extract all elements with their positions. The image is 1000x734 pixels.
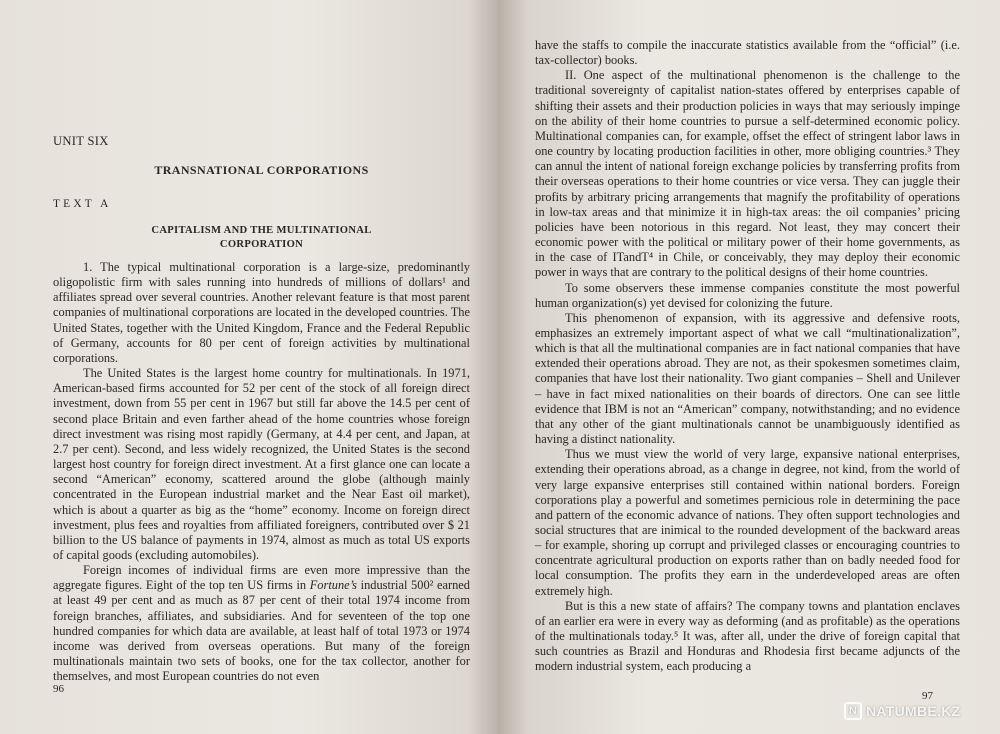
watermark: [844, 698, 990, 724]
paragraph-2: The United States is the largest home country for multinationals. In 1971, American-based firms accounted for 52 per cent of the stock of all foreign direct investment, down from 55 per cent in 1967 but still far above the 14.5 per cent of second place Britain and even farther ahead of the home countries whose foreign direct investment was rising most rapidly (Germany, at 4.4 per cent, and Japan, at 2.7 per cent). Second, and less widely recognized, the United States is the second largest host country for foreign direct investment. At a first glance one can locate a second “American” economy, scattered around the globe (although mainly concentrated in the European industrial market and the Near East oil market), which is about a quarter as big as the “home” economy. Income on foreign direct investment, plus fees and royalties from affiliated foreigners, contributed over $ 21 billion to the US balance of payments in 1974, almost as much as total US exports of capital goods (excluding automobiles).: [53, 366, 470, 562]
right-page: [498, 0, 1000, 734]
watermark-logo-icon: N: [844, 702, 862, 720]
paragraph-degree: Thus we must view the world of very large, expansive national enterprises, extending their operations abroad, as a change in degree, not kind, from the world of very large expansive enterprises still contained within national borders. Foreign corporations play a powerful and sometimes pernicious role in determining the pace and pattern of the economic advance of nations. They often support technologies and social structures that are inimical to the rounded development of the backward areas – for example, shoring up corrupt and privileged classes or encouraging countries to concentrate agricultural production on exports rather than on badly needed food for local consumption. The profits they earn in the underdeveloped areas are often extremely high.: [535, 447, 960, 598]
paragraph-continued: have the staffs to compile the inaccurate statistics available from the “official” (i.e. tax-collector) books.: [535, 38, 960, 68]
fortune-italic: Fortune’s: [309, 578, 358, 593]
section-title-line-1: CAPITALISM AND THE MULTINATIONAL: [151, 225, 372, 236]
section-title: [53, 224, 470, 252]
left-page: [0, 0, 498, 734]
paragraph-new-state: But is this a new state of affairs? The company towns and plantation enclaves of an earlier era were in every way as deforming (and as profitable) as the operations of the multinationals today.⁵ It was, after all, under the drive of foreign capital that such countries as Brazil and Honduras and Rhodesia first became adjuncts of the modern industrial system, each producing a: [535, 598, 960, 674]
page-number-left: 96: [53, 683, 64, 695]
paragraph-3: [53, 563, 470, 684]
paragraph-3-part-a: Foreign incomes of individual firms are even more impressive than the aggregate figures. Eight of the top ten US firms in: [53, 563, 470, 593]
page-number-right: 97: [922, 690, 933, 702]
unit-heading: UNIT SIX: [53, 134, 109, 148]
paragraph-1: 1. The typical multinational corporation is a large-size, predominantly oligopolistic firm with sales running into hundreds of millions of dollars¹ and affiliates spread over several countries. Another relevant feature is that most parent companies of multinational corporations are located in the developed countries. The United States, together with the United Kingdom, France and the Federal Republic of Germany, accounts for 80 per cent of foreign activities by multinational corporations.: [53, 260, 470, 365]
text-label: TEXT A: [53, 198, 112, 210]
section-title-line-2: CORPORATION: [219, 239, 304, 250]
paragraph-expansion: This phenomenon of expansion, with its aggressive and defensive roots, emphasizes an extremely important aspect of what we call “multinationalization”, which is that all the multinational companies are in fact national companies that have extended their operations abroad. They are not, as their spokesmen sometimes claim, companies that have lost their nationality. Two giant companies – Shell and Unilever – have in fact mixed nationalities on their boards of directors. One can see little evidence that IBM is not an “American” company, notwithstanding; and no evidence that any other of the giant multinationals cannot be unambiguously identified as having a distinct nationality.: [535, 310, 960, 447]
watermark-text: NATUMBE.KZ: [866, 703, 961, 719]
paragraph-3-part-b: industrial 500² earned at least 49 per cent and as much as 87 per cent of their total 1974 income from foreign branches, affiliates, and subsidiaries. And for seventeen of the top one hundred companies for which data are available, at least half of total 1973 or 1974 income was derived from overseas operations. But many of the foreign multinationals maintain two sets of books, one for the tax collector, another for themselves, and most European countries do not even: [53, 578, 470, 684]
paragraph-ii: II. One aspect of the multinational phenomenon is the challenge to the traditional sovereignty of capitalist nation-states offered by enterprises capable of shifting their assets and their production policies in ways that may seriously impinge on the ability of their home countries to pursue a self-determined economic policy. Multinational companies can, for example, offset the effect of stringent labor laws in one country by locating production facilities in other, more obliging countries.³ They can annul the intent of national foreign exchange policies by transferring profits from their overseas operations to their home countries or vice versa. They can juggle their profits by arbitrary pricing arrangements that magnify the profitability of operations in low-tax areas and that minimize it in high-tax areas: the oil companies’ pricing policies have been notorious in this regard. Not least, they may concert their economic power with the political or military power of their home governments, as in the case of ITandT⁴ in Chile, or conceivably, they may deploy their economic power in ways that are contrary to the political designs of their home countries.: [535, 68, 960, 280]
paragraph-observers: To some observers these immense companies constitute the most powerful human organization(s) yet devised for colonizing the future.: [535, 280, 960, 310]
chapter-title: TRANSNATIONAL CORPORATIONS: [154, 163, 369, 177]
